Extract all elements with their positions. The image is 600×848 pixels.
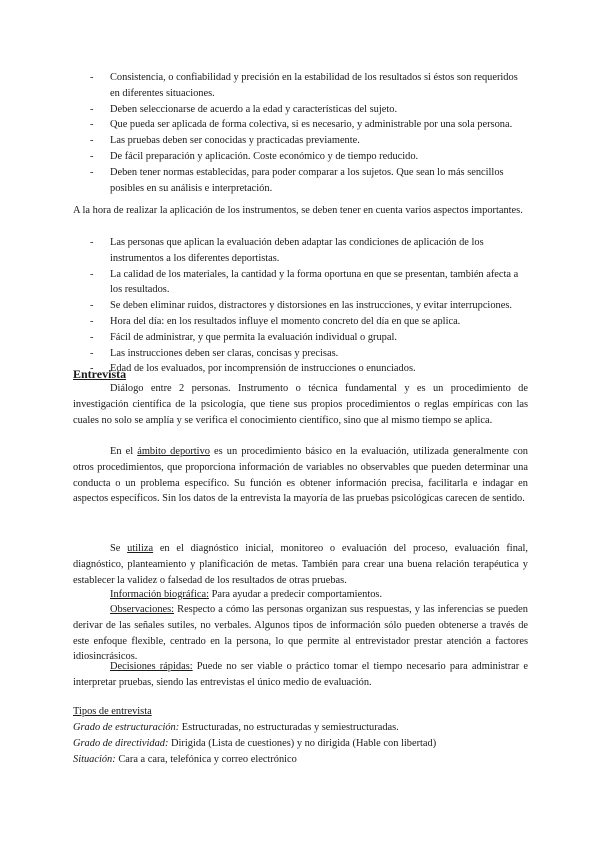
paragraph-informacion-biografica — [0, 587, 600, 603]
list-item: - Las pruebas deben ser conocidas y practicadas previamente. — [0, 133, 600, 149]
underlined-term: ámbito deportivo — [137, 446, 210, 457]
list-item: - Que pueda ser aplicada de forma colectiva, si es necesario, y administrable por una sola persona. — [0, 117, 600, 133]
list-item: - Hora del día: en los resultados influye el momento concreto del día en que se aplica. — [0, 314, 600, 330]
tipo-label: Situación: — [73, 753, 116, 765]
underlined-term: utiliza — [127, 543, 154, 554]
tipos-list — [73, 720, 528, 767]
list-item: - Fácil de administrar, y que permita la evaluación individual o grupal. — [0, 330, 600, 346]
paragraph-utiliza — [0, 541, 600, 588]
paragraph-decisiones-rapidas — [0, 659, 600, 691]
paragraph-observaciones — [0, 602, 600, 665]
list-item: - Edad de los evaluados, por incomprensión de instrucciones o enunciados. — [0, 361, 600, 377]
text: Se — [110, 543, 128, 554]
list-item: - Deben tener normas establecidas, para poder comparar a los sujetos. Que sean lo más sencillos posibles en su análisis e interpretación. — [0, 165, 600, 197]
text: Puede no ser viable o práctico tomar el tiempo necesario para administrar e interpretar pruebas, siendo las entrevistas el único medio de evaluación. — [73, 661, 528, 688]
underlined-term: Decisiones rápidas: — [110, 661, 193, 672]
list-item: - Consistencia, o confiabilidad y precisión en la estabilidad de los resultados si éstos son requeridos en diferentes situaciones. — [0, 70, 600, 102]
tipo-item — [73, 720, 528, 736]
underlined-term: Información biográfica: — [110, 589, 209, 600]
underlined-term: Observaciones: — [110, 604, 175, 615]
list-item: - Las instrucciones deben ser claras, concisas y precisas. — [0, 346, 600, 362]
intro-aplicacion: A la hora de realizar la aplicación de los instrumentos, se deben tener en cuenta varios aspectos importantes. — [73, 205, 523, 216]
text: Para ayudar a predecir comportamientos. — [208, 589, 383, 600]
section-heading: Entrevista — [73, 367, 127, 381]
list-item: - Se deben eliminar ruidos, distractores y distorsiones en las instrucciones, y evitar interrupciones. — [0, 298, 600, 314]
paragraph-ambito — [0, 444, 600, 507]
tipo-text: Cara a cara, telefónica y correo electrónico — [115, 753, 297, 765]
tipo-label: Grado de estructuración: — [73, 722, 180, 733]
list-item: - Deben seleccionarse de acuerdo a la edad y características del sujeto. — [0, 102, 600, 118]
tipo-label: Grado de directividad: — [73, 737, 169, 749]
text: en el diagnóstico inicial, monitoreo o evaluación del proceso, evaluación final, diagnóstico, planteamiento y planificación de metas. También para crear una buena relación terapéutica y establecer la validez o falsedad de los resultados de otras pruebas. — [73, 543, 528, 586]
text: Respecto a cómo las personas organizan sus respuestas, y las inferencias se pueden derivar de las señales sutiles, no verbales. Algunos tipos de información sólo pueden obtenerse a través de este enfoque flexible, centrado en la persona, lo que permite al entrevistador prestar atención a factores idiosincrásicos. — [73, 604, 528, 663]
list-item: - La calidad de los materiales, la cantidad y la forma oportuna en que se presentan, también afecta a los resultados. — [0, 267, 600, 299]
requisitos-list — [0, 70, 600, 196]
list-item: - Las personas que aplican la evaluación deben adaptar las condiciones de aplicación de los instrumentos a los diferentes deportistas. — [0, 235, 600, 267]
tipos-title: Tipos de entrevista — [73, 706, 152, 717]
list-item: - De fácil preparación y aplicación. Coste económico y de tiempo reducido. — [0, 149, 600, 165]
aplicacion-list — [0, 235, 600, 377]
text: En el — [110, 446, 138, 457]
tipo-text: Dirigida (Lista de cuestiones) y no dirigida (Hable con libertad) — [168, 737, 437, 749]
paragraph-definicion: Diálogo entre 2 personas. Instrumento o técnica fundamental y es un procedimiento de investigación científica de la psicología, que tiene sus propios procedimientos o reglas empíricas con las cuales no solo se amplía y se verifica el conocimiento científico, sino que al mismo tiempo se aplica. — [73, 383, 528, 426]
text: es un procedimiento básico en la evaluación, utilizada generalmente con otros procedimientos, que proporciona información de variables no observables que pueden determinar una conducta o un problema específico. Su función es obtener información precisa, facilitarla e indagar en aspectos específicos. Sin los datos de la entrevista la mayoría de las pruebas psicológicas carecen de sentido. — [73, 446, 528, 505]
tipo-text: Estructuradas, no estructuradas y semiestructuradas. — [179, 722, 399, 733]
tipo-item — [73, 736, 528, 752]
tipo-item — [73, 752, 528, 768]
